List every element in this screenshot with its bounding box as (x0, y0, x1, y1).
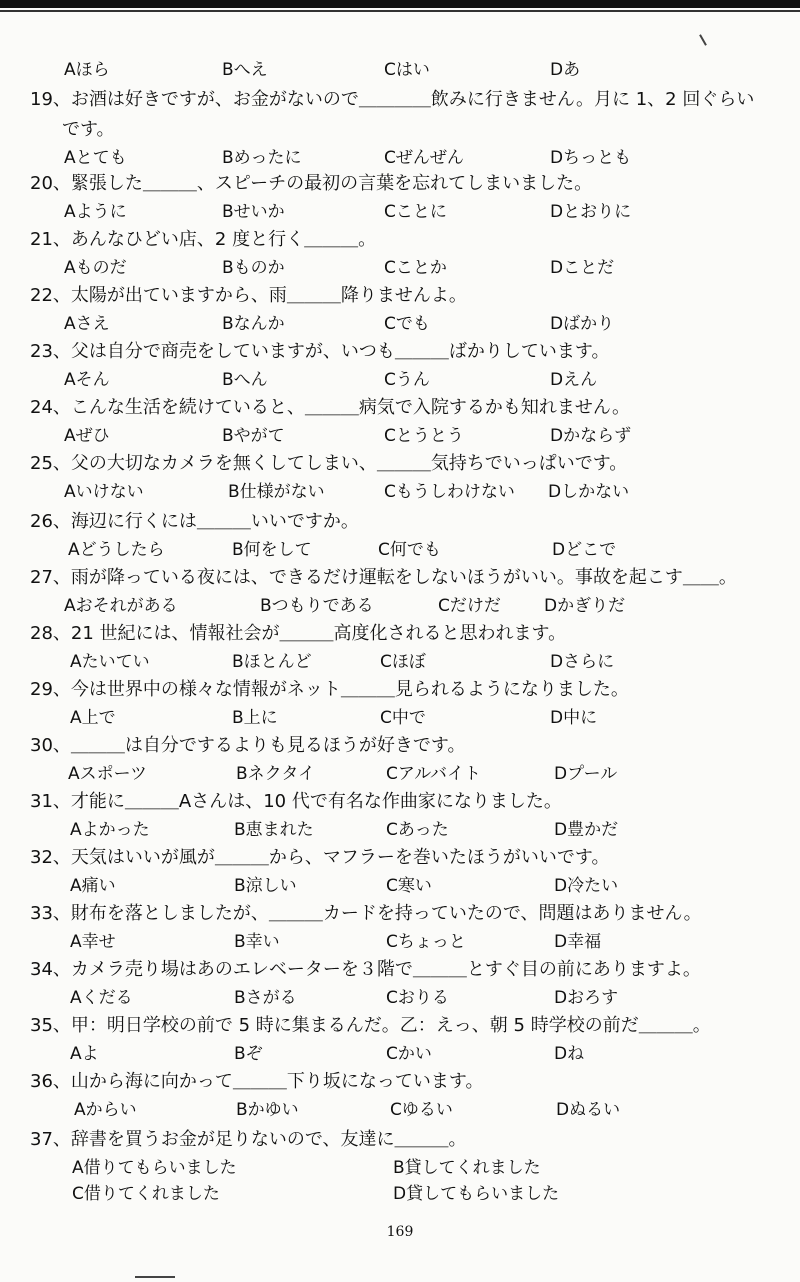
option-b: B恵まれた (234, 820, 314, 840)
question-text: 緊張した＿＿＿、スピーチの最初の言葉を忘れてしまいました。 (70, 173, 593, 194)
option-c: C寒い (386, 876, 432, 896)
question-number: 24、 (30, 397, 71, 418)
scan-mark (699, 34, 707, 45)
question-text: 今は世界中の様々な情報がネット＿＿＿見られるようになりました。 (70, 679, 629, 700)
option-d: D冷たい (554, 876, 619, 896)
option-a: A痛い (70, 876, 116, 896)
option-d: Dちっとも (550, 148, 632, 168)
option-b: Bやがて (222, 426, 285, 446)
option-c: C借りてくれました (72, 1184, 220, 1204)
option-b: B上に (232, 708, 278, 728)
option-b: B幸い (234, 932, 280, 952)
question-text: 財布を落としましたが、＿＿＿カードを持っていたので、問題はありません。 (70, 903, 702, 924)
option-b: Bなんか (222, 314, 285, 334)
question-31 (30, 788, 790, 816)
option-c: Cかい (386, 1044, 432, 1064)
option-c: C中で (380, 708, 426, 728)
options-row (0, 928, 800, 956)
option-c: Cぜんぜん (384, 148, 464, 168)
option-b: Bせいか (222, 202, 285, 222)
question-33 (30, 900, 790, 928)
option-a: Aさえ (64, 314, 110, 334)
question-number: 35、 (30, 1015, 71, 1036)
question-28 (30, 620, 790, 648)
question-number: 29、 (30, 679, 71, 700)
option-c: Cちょっと (386, 932, 466, 952)
option-a: Aほら (64, 60, 110, 80)
question-36 (30, 1068, 790, 1096)
question-text: 父は自分で商売をしていますが、いつも＿＿＿ばかりしています。 (70, 341, 610, 362)
option-d: Dね (554, 1044, 585, 1064)
question-number: 31、 (30, 791, 71, 812)
question-35 (30, 1012, 790, 1040)
question-number: 26、 (30, 511, 71, 532)
option-b: Bほとんど (232, 652, 312, 672)
question-number: 20、 (30, 173, 71, 194)
question-text: 才能に＿＿＿Aさんは、10 代で有名な作曲家になりました。 (70, 791, 562, 812)
option-b: B仕様がない (228, 482, 325, 502)
question-20 (30, 170, 790, 198)
option-d: Dかぎりだ (544, 596, 626, 616)
question-number: 22、 (30, 285, 71, 306)
option-d: Dしかない (548, 482, 630, 502)
option-d: D幸福 (554, 932, 602, 952)
option-a: Aくだる (70, 988, 133, 1008)
option-d: Dばかり (550, 314, 615, 334)
option-c: Cとうとう (384, 426, 464, 446)
question-27 (30, 564, 790, 592)
option-c: C何でも (378, 540, 441, 560)
question-text: カメラ売り場はあのエレベーターを３階で＿＿＿とすぐ目の前にありますよ。 (70, 959, 701, 980)
option-a: Aたいてい (70, 652, 150, 672)
question-text: 天気はいいが風が＿＿＿から、マフラーを巻いたほうがいいです。 (70, 847, 610, 868)
question-21 (30, 226, 790, 254)
option-b: B何をして (232, 540, 312, 560)
option-d: Dおろす (554, 988, 619, 1008)
question-37 (30, 1126, 790, 1154)
option-a: A上で (70, 708, 116, 728)
option-d: Dえん (550, 370, 598, 390)
options-row (0, 592, 800, 620)
options-row (0, 254, 800, 282)
options-row (0, 872, 800, 900)
question-number: 37、 (30, 1129, 71, 1150)
question-text: 父の大切なカメラを無くしてしまい、＿＿＿気持ちでいっぱいです。 (70, 453, 628, 474)
option-b: Bへえ (222, 60, 268, 80)
question-19 (30, 86, 790, 114)
options-row (0, 144, 800, 172)
option-a: Aよ (70, 1044, 99, 1064)
question-number: 23、 (30, 341, 71, 362)
footer-mark (135, 1276, 175, 1278)
question-30 (30, 732, 790, 760)
question-number: 21、 (30, 229, 71, 250)
option-a: Aそん (64, 370, 110, 390)
question-34 (30, 956, 790, 984)
option-b: Bつもりである (260, 596, 374, 616)
option-a: Aおそれがある (64, 596, 178, 616)
option-a: A幸せ (70, 932, 116, 952)
question-number: 36、 (30, 1071, 71, 1092)
option-d: Dぬるい (556, 1100, 621, 1120)
question-number: 19、 (30, 89, 71, 110)
option-d: Dプール (554, 764, 618, 784)
option-c: Cアルバイト (386, 764, 481, 784)
option-d: Dあ (550, 60, 581, 80)
option-d: Dことだ (550, 258, 615, 278)
question-text: 辞書を買うお金が足りないので、友達に＿＿＿。 (70, 1129, 467, 1150)
options-row (0, 648, 800, 676)
option-b: Bさがる (234, 988, 297, 1008)
option-a: Aぜひ (64, 426, 110, 446)
option-b: B涼しい (234, 876, 297, 896)
option-c: Cことか (384, 258, 447, 278)
question-32 (30, 844, 790, 872)
option-d: Dとおりに (550, 202, 632, 222)
option-a: Aからい (74, 1100, 137, 1120)
option-a: Aものだ (64, 258, 127, 278)
question-number: 30、 (30, 735, 71, 756)
option-b: B貸してくれました (393, 1158, 541, 1178)
option-c: Cうん (384, 370, 430, 390)
option-c: Cもうしわけない (384, 482, 515, 502)
option-b: Bぞ (234, 1044, 263, 1064)
question-number: 27、 (30, 567, 71, 588)
question-text: 甲：明日学校の前で 5 時に集まるんだ。乙：えっ、朝 5 時学校の前だ＿＿＿。 (70, 1015, 711, 1036)
option-c: Cあった (386, 820, 449, 840)
top-scan-border (0, 0, 800, 8)
options-row (0, 478, 800, 506)
option-a: Aいけない (64, 482, 144, 502)
question-19-continuation: です。 (62, 119, 115, 140)
question-text: 雨が降っている夜には、できるだけ運転をしないほうがいい。事故を起こす＿＿。 (70, 567, 737, 588)
option-c: Cほぼ (380, 652, 426, 672)
options-row (0, 422, 800, 450)
question-text: あんなひどい店、2 度と行く＿＿＿。 (70, 229, 377, 250)
question-26 (30, 508, 790, 536)
question-text: 海辺に行くには＿＿＿いいですか。 (70, 511, 359, 532)
options-row (0, 1040, 800, 1068)
option-c: Cはい (384, 60, 430, 80)
question-text: こんな生活を続けていると、＿＿＿病気で入院するかも知れません。 (70, 397, 630, 418)
option-b: Bものか (222, 258, 285, 278)
option-a: Aよかった (70, 820, 150, 840)
options-row (0, 1096, 800, 1124)
option-d: Dさらに (550, 652, 615, 672)
options-row (0, 1154, 800, 1182)
question-22 (30, 282, 790, 310)
options-row (0, 984, 800, 1012)
options-row-prev (0, 56, 800, 84)
option-c: Cゆるい (390, 1100, 453, 1120)
question-25 (30, 450, 790, 478)
option-d: D豊かだ (554, 820, 619, 840)
question-text: ＿＿＿は自分でするよりも見るほうが好きです。 (70, 735, 466, 756)
option-c: Cことに (384, 202, 447, 222)
option-b: Bへん (222, 370, 268, 390)
options-row (0, 1180, 800, 1208)
option-d: Dかならず (550, 426, 632, 446)
option-a: Aスポーツ (68, 764, 147, 784)
question-text: 山から海に向かって＿＿＿下り坂になっています。 (70, 1071, 484, 1092)
question-29 (30, 676, 790, 704)
option-a: A借りてもらいました (72, 1158, 237, 1178)
question-text: お酒は好きですが、お金がないので＿＿＿＿飲みに行きません。月に 1、2 回ぐらい (70, 89, 755, 110)
option-c: Cでも (384, 314, 430, 334)
question-23 (30, 338, 790, 366)
top-scan-border-thin (0, 10, 800, 12)
option-b: Bネクタイ (236, 764, 315, 784)
option-a: Aように (64, 202, 127, 222)
page-number: 169 (386, 1224, 414, 1240)
option-c: Cだけだ (438, 596, 501, 616)
question-number: 33、 (30, 903, 71, 924)
question-number: 32、 (30, 847, 71, 868)
options-row (0, 198, 800, 226)
option-d: D中に (550, 708, 598, 728)
option-b: Bめったに (222, 148, 302, 168)
question-number: 25、 (30, 453, 71, 474)
options-row (0, 760, 800, 788)
option-a: Aどうしたら (68, 540, 165, 560)
question-number: 34、 (30, 959, 71, 980)
question-text: 21 世紀には、情報社会が＿＿＿高度化されると思われます。 (70, 623, 567, 644)
option-a: Aとても (64, 148, 127, 168)
question-number: 28、 (30, 623, 71, 644)
question-text: 太陽が出ていますから、雨＿＿＿降りませんよ。 (70, 285, 467, 306)
options-row (0, 366, 800, 394)
options-row (0, 704, 800, 732)
options-row (0, 536, 800, 564)
option-d: D貸してもらいました (393, 1184, 560, 1204)
options-row (0, 310, 800, 338)
question-24 (30, 394, 790, 422)
options-row (0, 816, 800, 844)
option-d: Dどこで (552, 540, 617, 560)
option-c: Cおりる (386, 988, 449, 1008)
option-b: Bかゆい (236, 1100, 299, 1120)
